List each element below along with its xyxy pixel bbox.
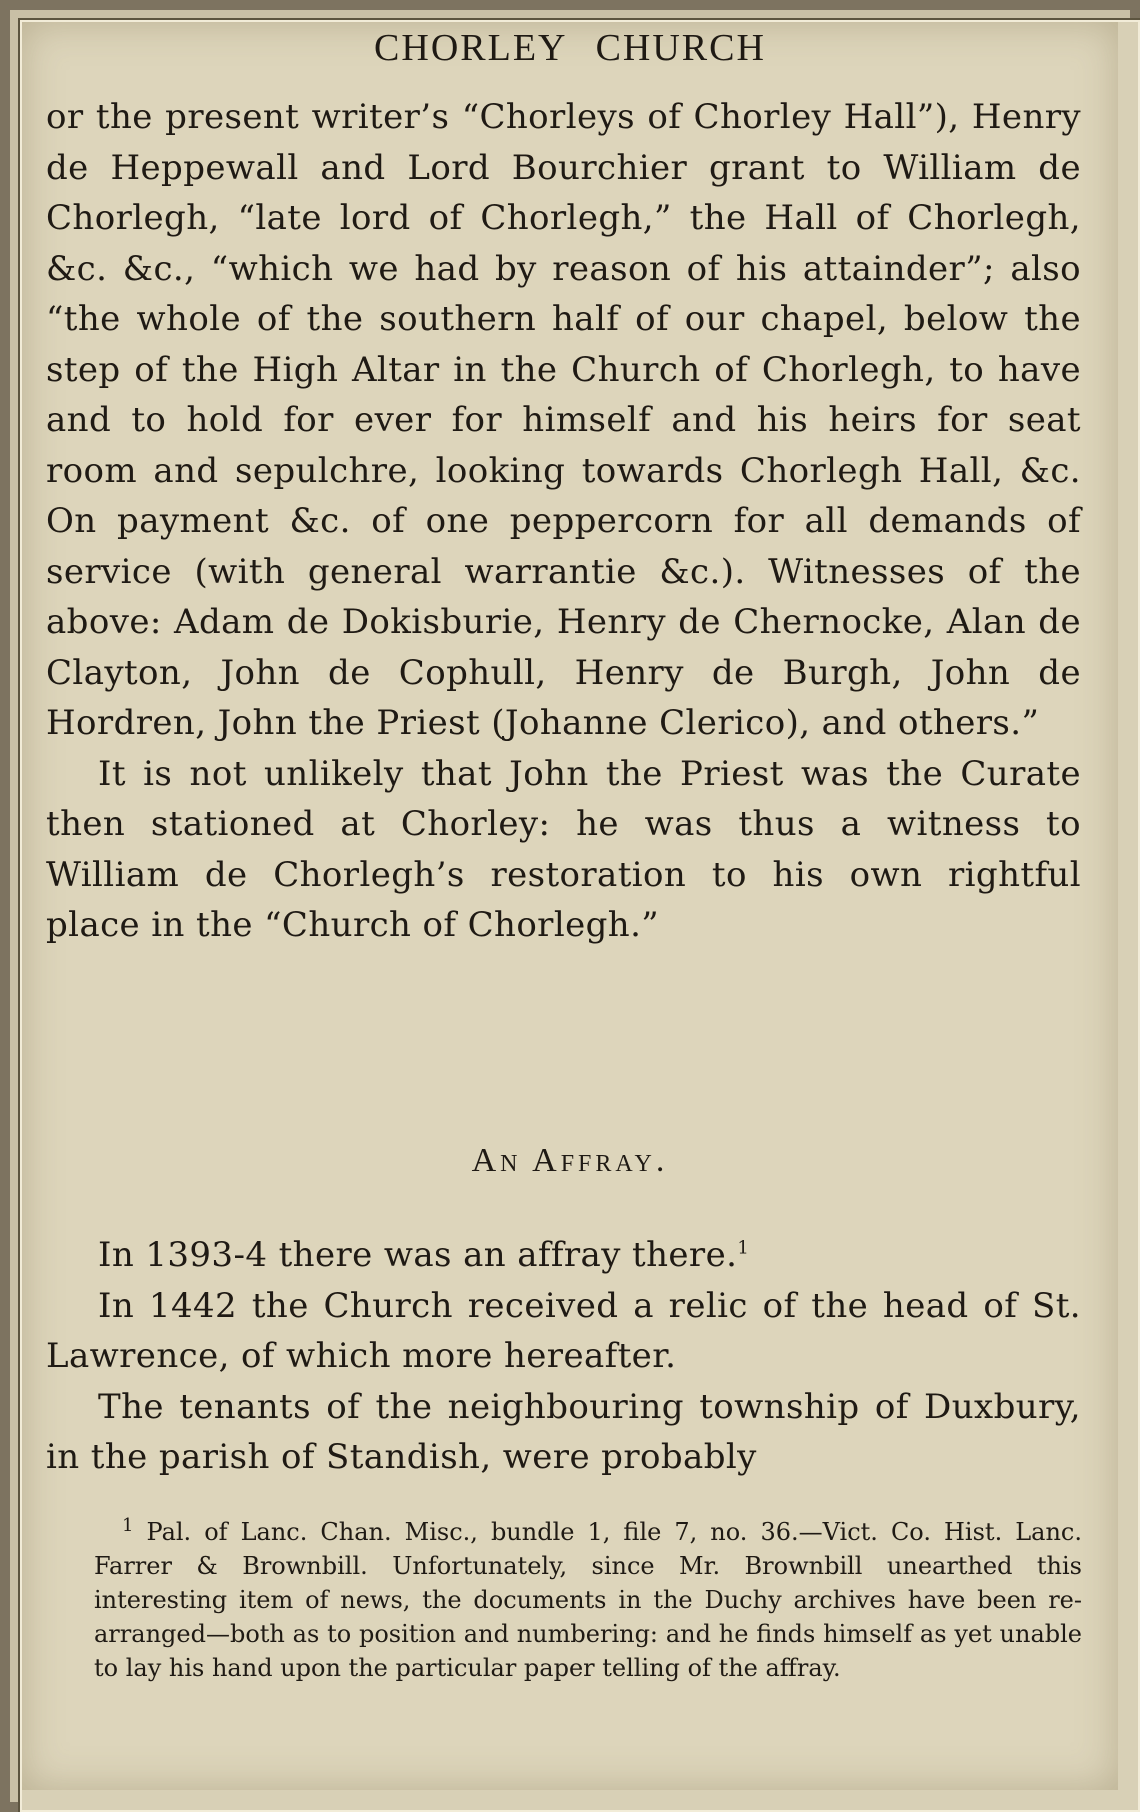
- body-text-top: [46, 92, 1081, 951]
- paragraph: or the present writer’s “Chorleys of Chorley Hall”), Henry de Heppewall and Lord Bourchier grant to William de Chorlegh, “late lord of Chorlegh,” the Hall of Chorlegh, &c. &c., “which we had by reason of his attainder”; also “the whole of the southern half of our chapel, below the step of the High Altar in the Church of Chorlegh, to have and to hold for ever for himself and his heirs for seat room and sepulchre, looking towards Chorlegh Hall, &c. On payment &c. of one peppercorn for all demands of service (with general warrantie &c.). Witnesses of the above: Adam de Dokisburie, Henry de Chernocke, Alan de Clayton, John de Cophull, Henry de Burgh, John de Hordren, John the Priest (Johanne Clerico), and others.”: [46, 97, 1081, 743]
- footnote-paragraph: [94, 1515, 1082, 1685]
- paragraph: In 1442 the Church received a relic of the head of St. Lawrence, of which more hereafter.: [46, 1285, 1081, 1376]
- paragraph-text: In 1393-4 there was an affray there.: [98, 1235, 738, 1275]
- paragraph: [46, 1230, 1081, 1281]
- footnote-number: 1: [122, 1515, 134, 1536]
- paragraph: The tenants of the neighbouring township of Duxbury, in the parish of Standish, were probably: [46, 1386, 1081, 1477]
- footnote-reference: 1: [737, 1237, 750, 1259]
- footnote: [94, 1515, 1082, 1685]
- section-heading: An Affray.: [471, 1142, 669, 1179]
- footnote-text: Pal. of Lanc. Chan. Misc., bundle 1, file 7, no. 36.—Vict. Co. Hist. Lanc. Farrer & Brownbill. Unfortunately, since Mr. Brownbill unearthed this interesting item of news, the documents in the Duchy archives have been re-arranged—both as to position and numbering: and he finds himself as yet unable to lay his hand upon the particular paper telling of the affray.: [94, 1518, 1082, 1682]
- book-page: [22, 22, 1118, 1790]
- body-text-section: [46, 1230, 1081, 1483]
- running-head: CHORLEY CHURCH: [374, 27, 766, 69]
- paragraph: It is not unlikely that John the Priest was the Curate then stationed at Chorley: he was thus a witness to William de Chorlegh’s restoration to his own rightful place in the “Church of Chorlegh.”: [46, 753, 1081, 945]
